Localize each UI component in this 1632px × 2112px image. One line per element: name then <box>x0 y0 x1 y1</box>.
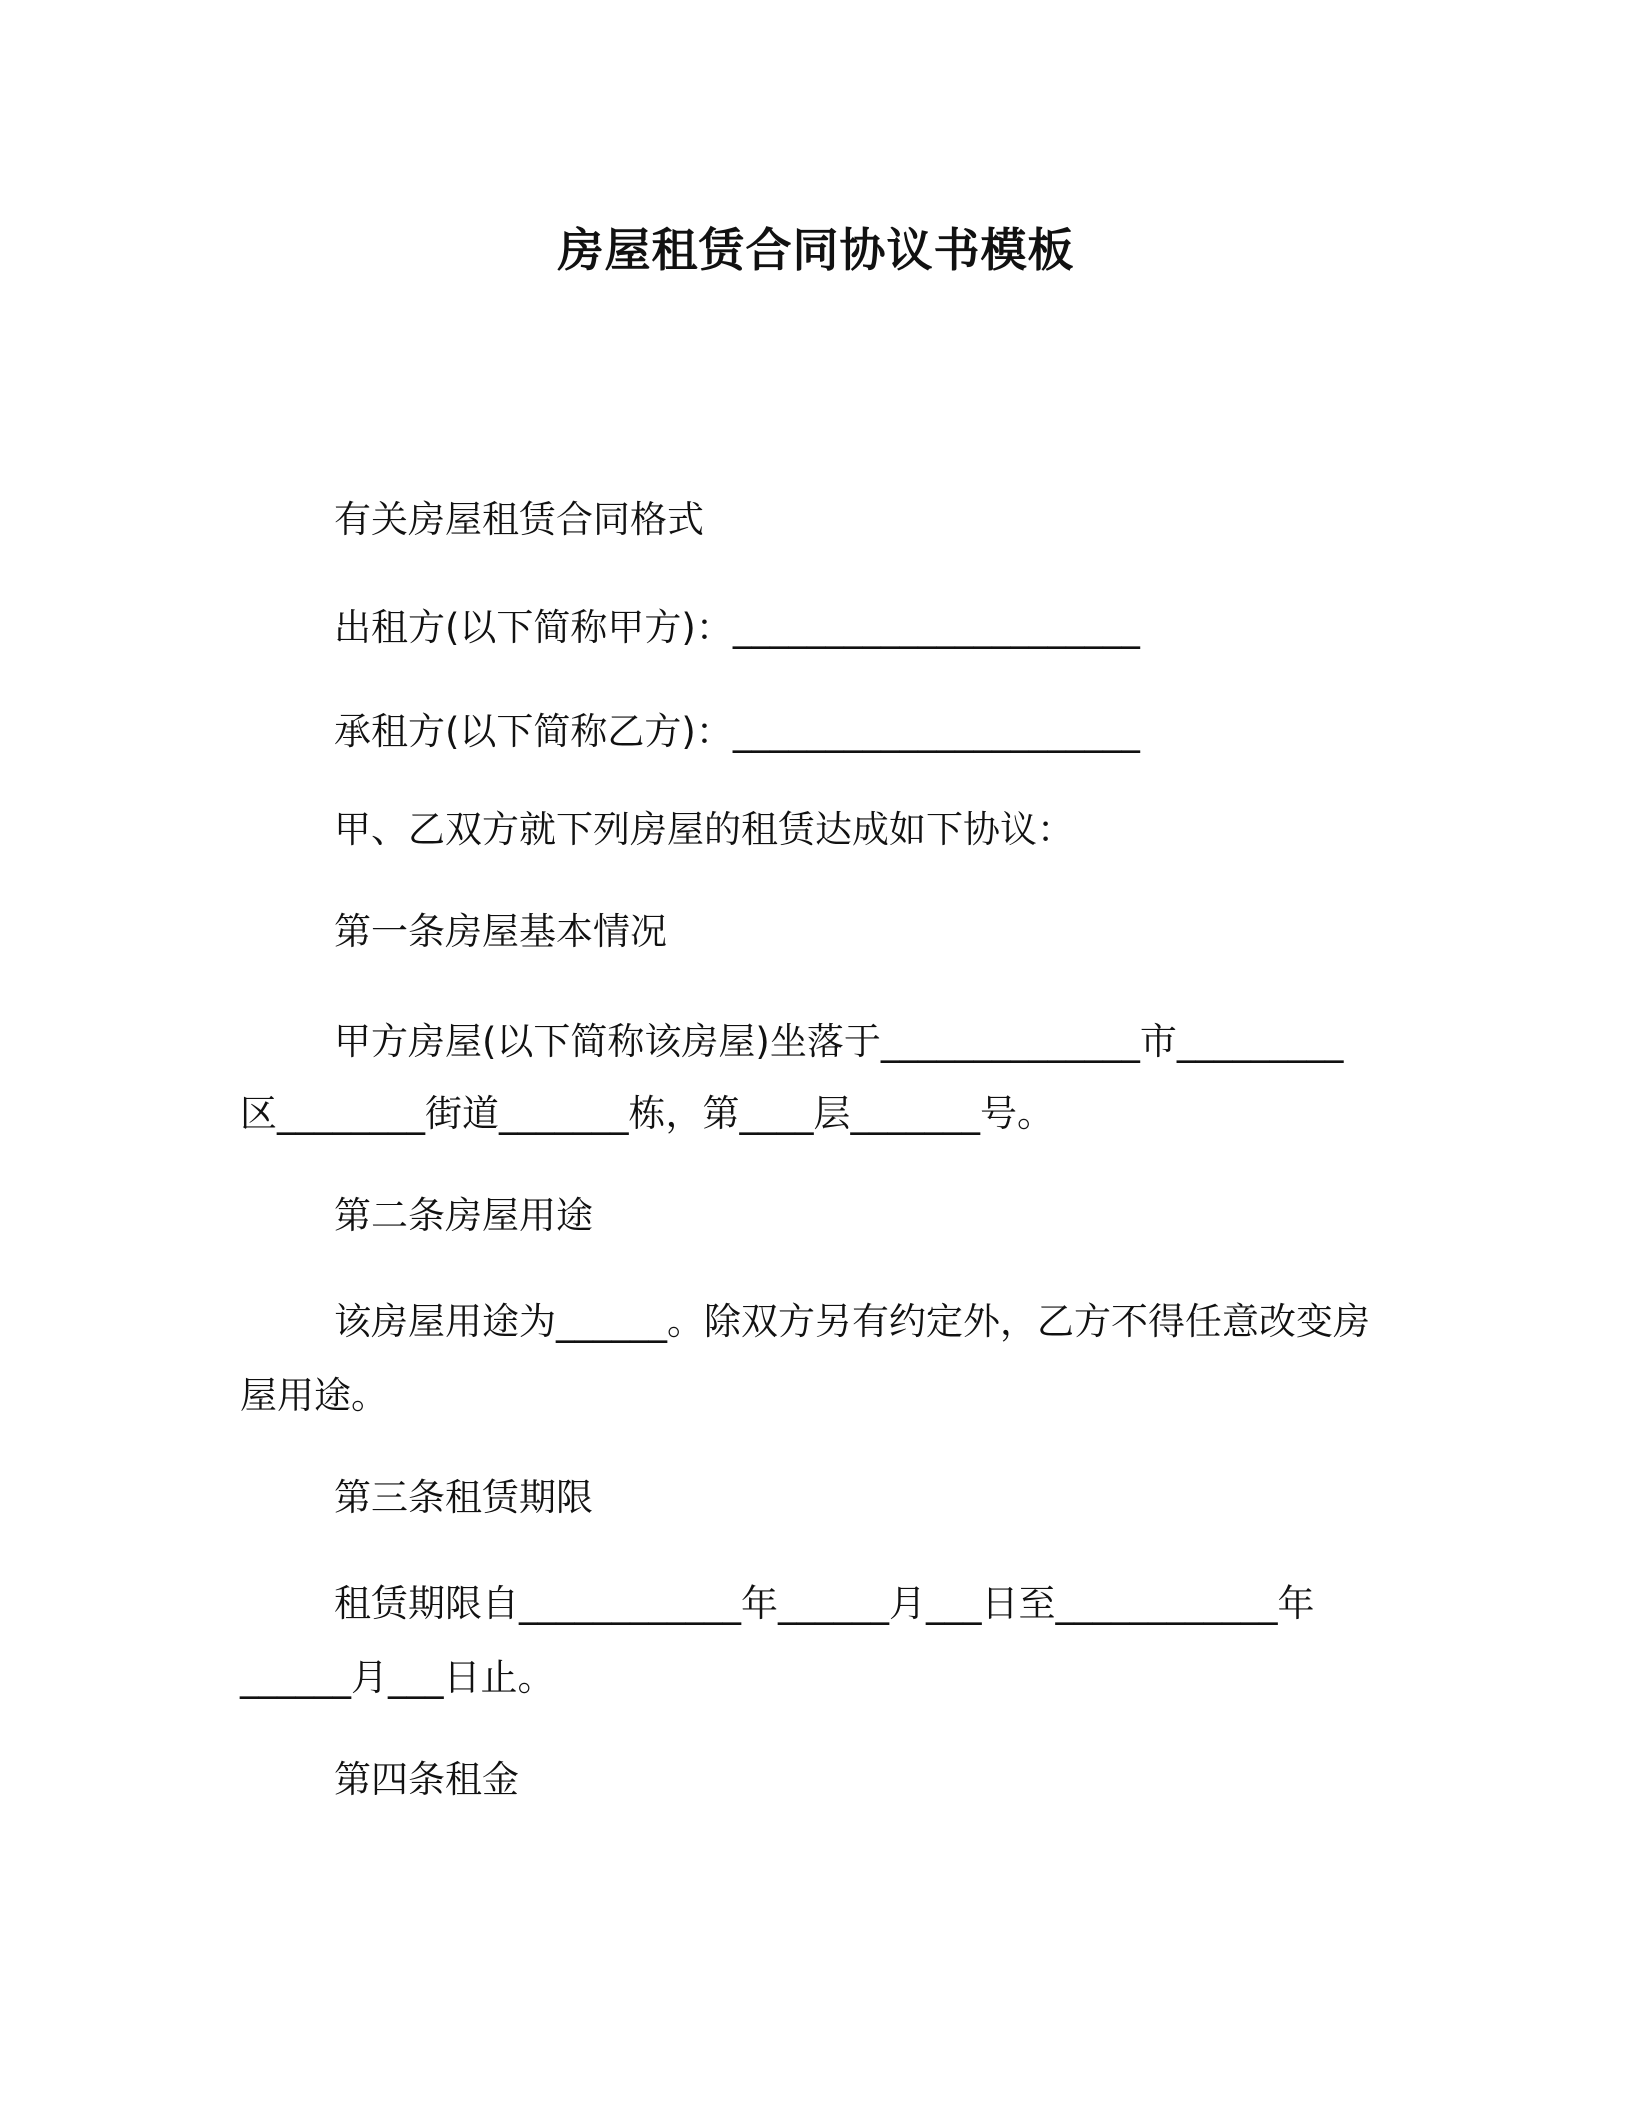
lessor-field: 出租方(以下简称甲方)：______________________ <box>334 606 1140 649</box>
article-1-heading: 第一条房屋基本情况 <box>334 910 667 953</box>
lessee-field: 承租方(以下简称乙方)：______________________ <box>334 710 1140 753</box>
document-title: 房屋租赁合同协议书模板 <box>557 223 1075 277</box>
agreement-statement: 甲、乙双方就下列房屋的租赁达成如下协议： <box>334 808 1074 851</box>
article-3-heading: 第三条租赁期限 <box>334 1476 593 1519</box>
article-3-text-line-2: ______月___日止。 <box>240 1656 555 1699</box>
article-2-text-line-2: 屋用途。 <box>240 1374 388 1417</box>
paragraph-intro: 有关房屋租赁合同格式 <box>334 498 704 541</box>
article-1-text-line-1: 甲方房屋(以下简称该房屋)坐落于______________市_________ <box>334 1020 1344 1063</box>
article-4-heading: 第四条租金 <box>334 1758 519 1801</box>
article-3-text-line-1: 租赁期限自____________年______月___日至____________年 <box>334 1582 1315 1625</box>
article-2-text-line-1: 该房屋用途为______。除双方另有约定外，乙方不得任意改变房 <box>334 1300 1370 1343</box>
article-1-text-line-2: 区________街道_______栋，第____层_______号。 <box>240 1092 1054 1135</box>
article-2-heading: 第二条房屋用途 <box>334 1194 593 1237</box>
